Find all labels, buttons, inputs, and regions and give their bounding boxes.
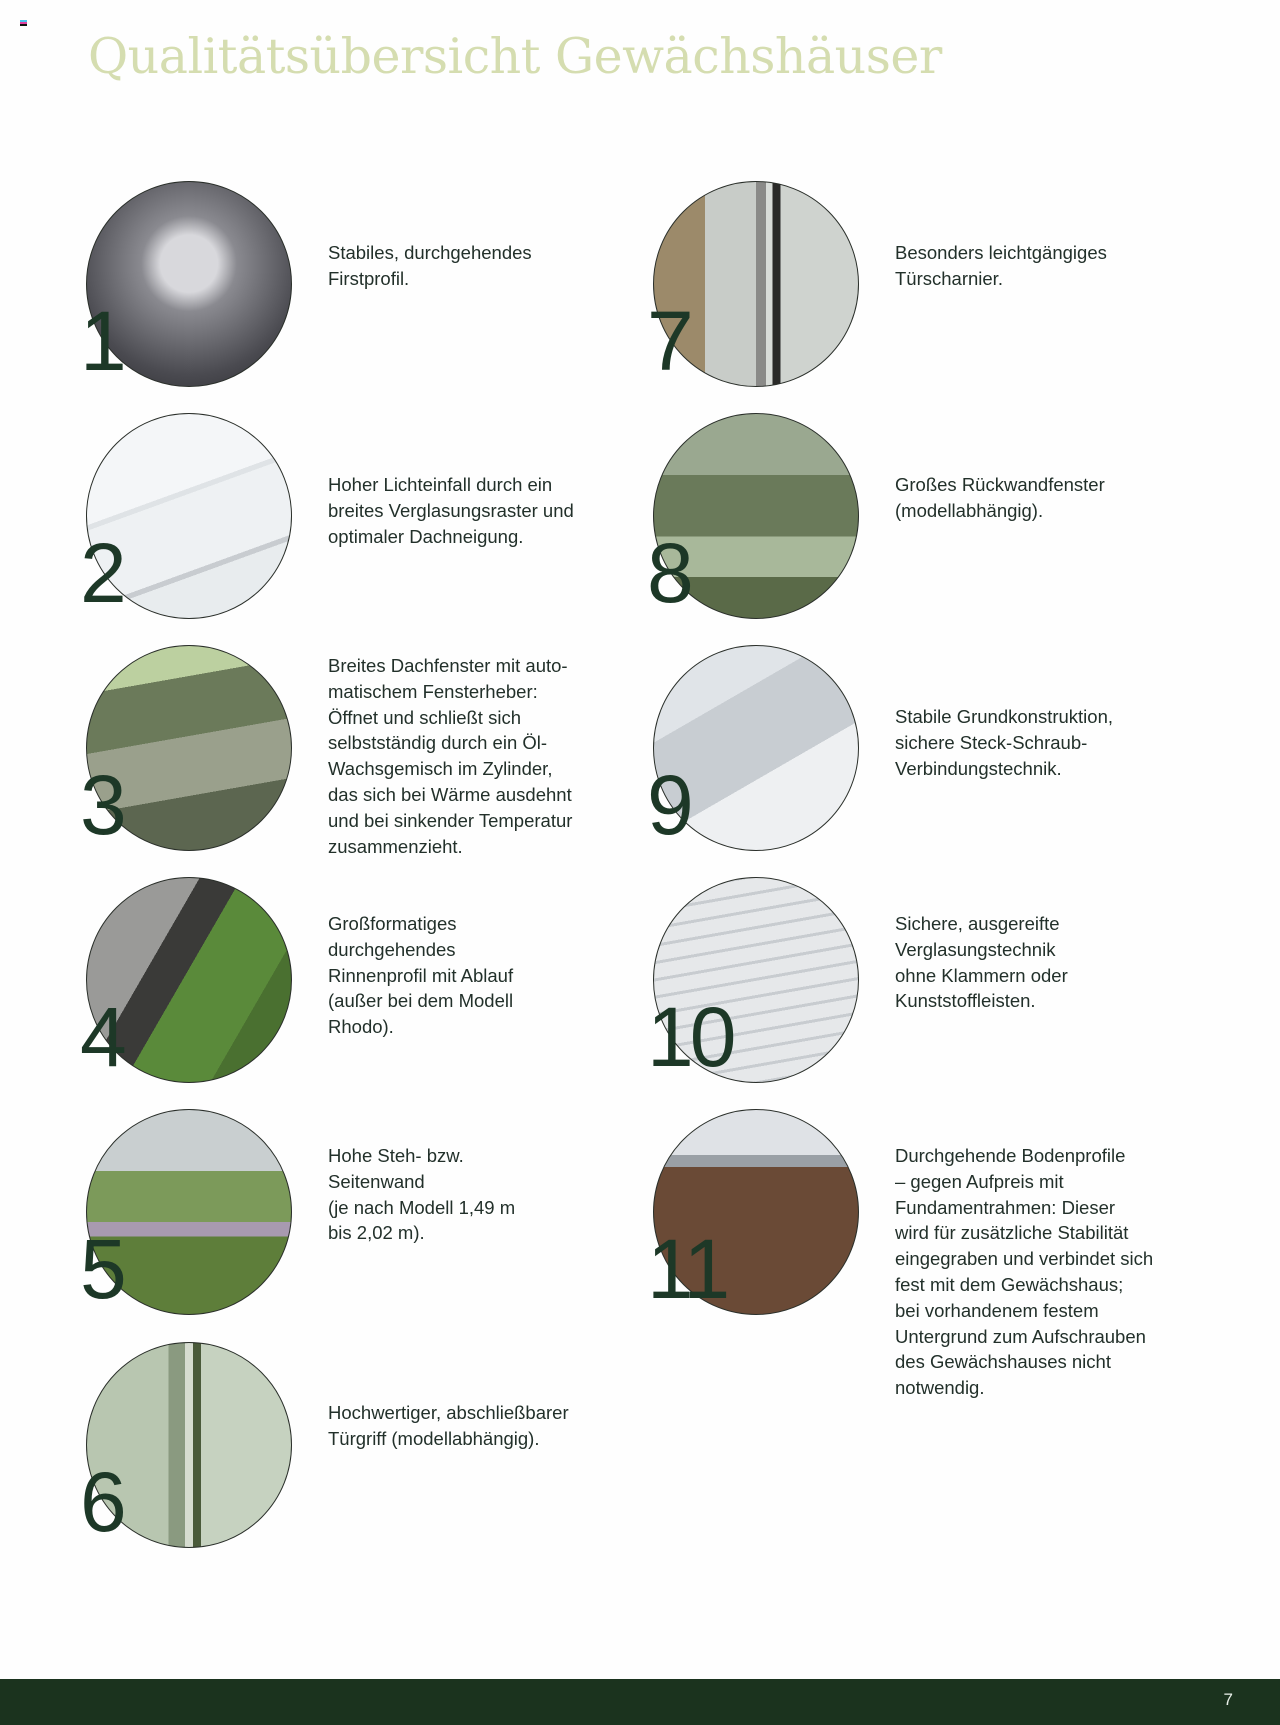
feature-description: Hoher Lichteinfall durch ein breites Verglasungsraster und optimaler Dachneigung. — [328, 474, 574, 547]
feature-number: 5 — [80, 1222, 123, 1316]
feature-description: Breites Dachfenster mit auto- matischem Fensterheber: Öffnet und schließt sich selbstständig durch ein Öl- Wachsgemisch im Zylinder, das sich bei Wärme ausdehnt und bei sinkender Temperatur zusammenzieht. — [328, 655, 573, 857]
feature-number: 7 — [647, 294, 690, 388]
page-number: 7 — [1223, 1690, 1233, 1709]
feature-description: Hohe Steh- bzw. Seitenwand (je nach Modell 1,49 m bis 2,02 m). — [328, 1145, 516, 1244]
feature-description: Großes Rückwandfenster (modellabhängig). — [895, 474, 1105, 521]
feature-description: Besonders leichtgängiges Türscharnier. — [895, 242, 1107, 289]
feature-item — [80, 1342, 686, 1552]
feature-item — [647, 645, 1253, 855]
page-title: Qualitätsübersicht Gewächshäuser — [88, 28, 942, 85]
feature-description: Stabile Grundkonstruktion, sichere Steck-Schraub- Verbindungstechnik. — [895, 706, 1114, 779]
feature-item — [647, 181, 1253, 391]
feature-item — [647, 877, 1253, 1087]
feature-description: Sichere, ausgereifte Verglasungstechnik ohne Klammern oder Kunststoffleisten. — [895, 913, 1068, 1012]
feature-description: Hochwertiger, abschließbarer Türgriff (modellabhängig). — [328, 1402, 569, 1449]
feature-number: 2 — [80, 526, 123, 620]
feature-number: 9 — [647, 758, 690, 852]
feature-description: Großformatiges durchgehendes Rinnenprofil mit Ablauf (außer bei dem Modell Rhodo). — [328, 913, 514, 1038]
feature-number: 3 — [80, 758, 123, 852]
feature-item — [647, 1109, 1253, 1399]
feature-number: 1 — [80, 294, 123, 388]
feature-item — [80, 1109, 686, 1319]
feature-item — [80, 877, 686, 1087]
feature-item — [80, 413, 686, 623]
footer-bar — [0, 1679, 1280, 1725]
feature-number: 11 — [647, 1222, 727, 1316]
feature-item — [647, 413, 1253, 623]
feature-item — [80, 181, 686, 391]
feature-number: 10 — [647, 990, 733, 1084]
feature-number: 4 — [80, 990, 123, 1084]
feature-description: Durchgehende Bodenprofile – gegen Aufpreis mit Fundamentrahmen: Dieser wird für zusätzliche Stabilität eingegraben und verbindet sich fest mit dem Gewächshaus; bei vorhandenem festem Untergrund zum Aufschrauben des Gewächshauses nicht notwendig. — [895, 1145, 1154, 1399]
feature-item — [80, 645, 686, 857]
feature-number: 6 — [80, 1455, 123, 1549]
feature-description: Stabiles, durchgehendes Firstprofil. — [328, 242, 532, 289]
print-color-marks — [20, 20, 27, 26]
feature-number: 8 — [647, 526, 690, 620]
